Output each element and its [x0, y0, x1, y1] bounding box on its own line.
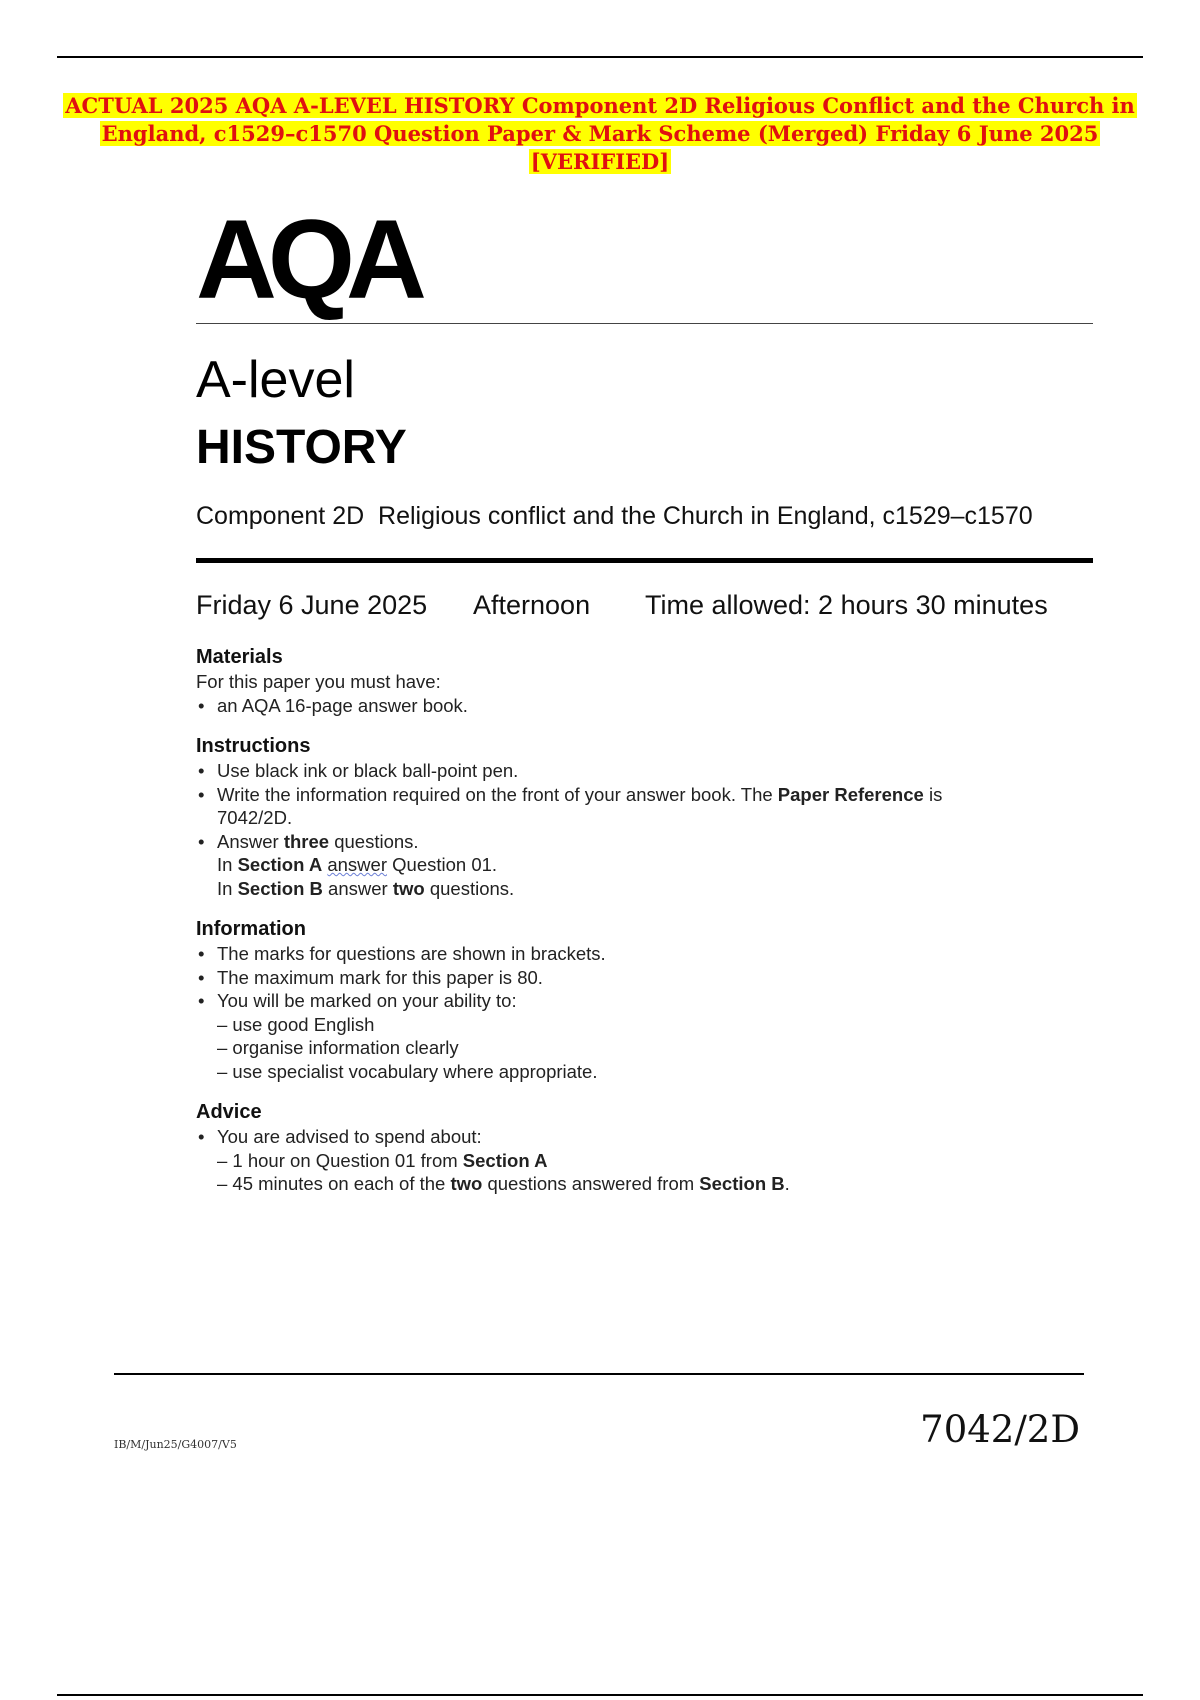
advice-text: You are advised to spend about:	[217, 1126, 482, 1147]
instruction-text: Question 01.	[387, 854, 498, 875]
bottom-divider	[57, 1694, 1143, 1696]
aqa-logo: AQA	[196, 197, 418, 322]
top-divider	[57, 56, 1143, 58]
information-item	[196, 989, 1076, 1083]
instruction-text: In	[217, 854, 238, 875]
materials-section	[196, 644, 1076, 717]
information-section	[196, 916, 1076, 1083]
advice-text: – 45 minutes on each of the	[217, 1173, 451, 1194]
advice-heading: Advice	[196, 1101, 262, 1123]
instruction-text: questions.	[424, 877, 515, 899]
instruction-text: Answer	[217, 830, 284, 852]
logo-divider	[196, 323, 1093, 324]
advice-bold: two	[450, 1173, 483, 1194]
information-item: • The maximum mark for this paper is 80.	[196, 966, 1076, 990]
instructions-section	[196, 733, 1076, 900]
advice-item	[196, 1125, 1076, 1196]
time-allowed: Time allowed: 2 hours 30 minutes	[645, 590, 1048, 620]
information-subitem: – use good English	[217, 1013, 375, 1035]
subject-title: HISTORY	[196, 421, 407, 474]
instruction-text: In	[217, 877, 238, 899]
instruction-subline	[217, 853, 1076, 877]
advice-text: questions answered from	[482, 1173, 700, 1194]
instruction-item	[196, 830, 1076, 901]
information-text: You will be marked on your ability to:	[217, 990, 517, 1011]
paper-code: 7042/2D	[920, 1408, 1080, 1451]
advice-bold: Section A	[462, 1149, 548, 1171]
information-item: • The marks for questions are shown in brackets.	[196, 942, 1076, 966]
footer-reference: IB/M/Jun25/G4007/V5	[114, 1438, 237, 1451]
advice-bold: Section B	[699, 1173, 785, 1194]
instruction-text: answer	[322, 877, 393, 899]
advice-subitem	[217, 1172, 1076, 1196]
footer-divider	[114, 1373, 1084, 1375]
qualification-level: A-level	[196, 351, 355, 409]
header-divider	[196, 558, 1093, 563]
banner-line-2: England, c1529–c1570 Question Paper & Mark Scheme (Merged) Friday 6 June 2025 [VERIFIED]	[101, 121, 1099, 174]
materials-heading: Materials	[196, 646, 283, 668]
information-subitem: – organise information clearly	[217, 1037, 459, 1058]
banner-line-1: ACTUAL 2025 AQA A-LEVEL HISTORY Component 2D Religious Conflict and the Church in	[65, 93, 1135, 118]
materials-item: • an AQA 16-page answer book.	[196, 694, 1076, 718]
information-subitem: – use specialist vocabulary where appropriate.	[217, 1060, 598, 1082]
advice-text: – 1 hour on Question 01 from	[217, 1149, 463, 1171]
instruction-text: is	[923, 783, 943, 805]
instruction-bold: three	[283, 830, 330, 852]
advice-section	[196, 1099, 1076, 1196]
instruction-bold: two	[392, 877, 425, 899]
exam-details	[196, 588, 1048, 622]
materials-intro: For this paper you must have:	[196, 671, 441, 692]
advice-subitem	[217, 1149, 1076, 1173]
instruction-bold: Paper Reference	[777, 783, 924, 805]
instruction-text: Write the information required on the front of your answer book. The	[217, 783, 778, 805]
advice-text: .	[784, 1173, 790, 1194]
paper-reference: 7042/2D.	[217, 807, 293, 828]
instructions-heading: Instructions	[196, 735, 311, 757]
exam-session: Afternoon	[473, 590, 591, 620]
instruction-subline	[217, 877, 1076, 901]
instruction-text: questions.	[329, 830, 419, 852]
exam-date: Friday 6 June 2025	[196, 590, 428, 620]
information-heading: Information	[196, 918, 306, 940]
instruction-bold: Section B	[237, 877, 323, 899]
document-title-banner	[60, 92, 1140, 176]
component-title: Component 2D Religious conflict and the Church in England, c1529–c1570	[196, 502, 1033, 530]
instruction-item: • Use black ink or black ball-point pen.	[196, 759, 1076, 783]
cover-instructions	[196, 644, 1076, 1212]
spellcheck-word: answer	[327, 854, 387, 875]
instruction-item	[196, 783, 1076, 830]
instruction-bold: Section A	[237, 854, 323, 875]
